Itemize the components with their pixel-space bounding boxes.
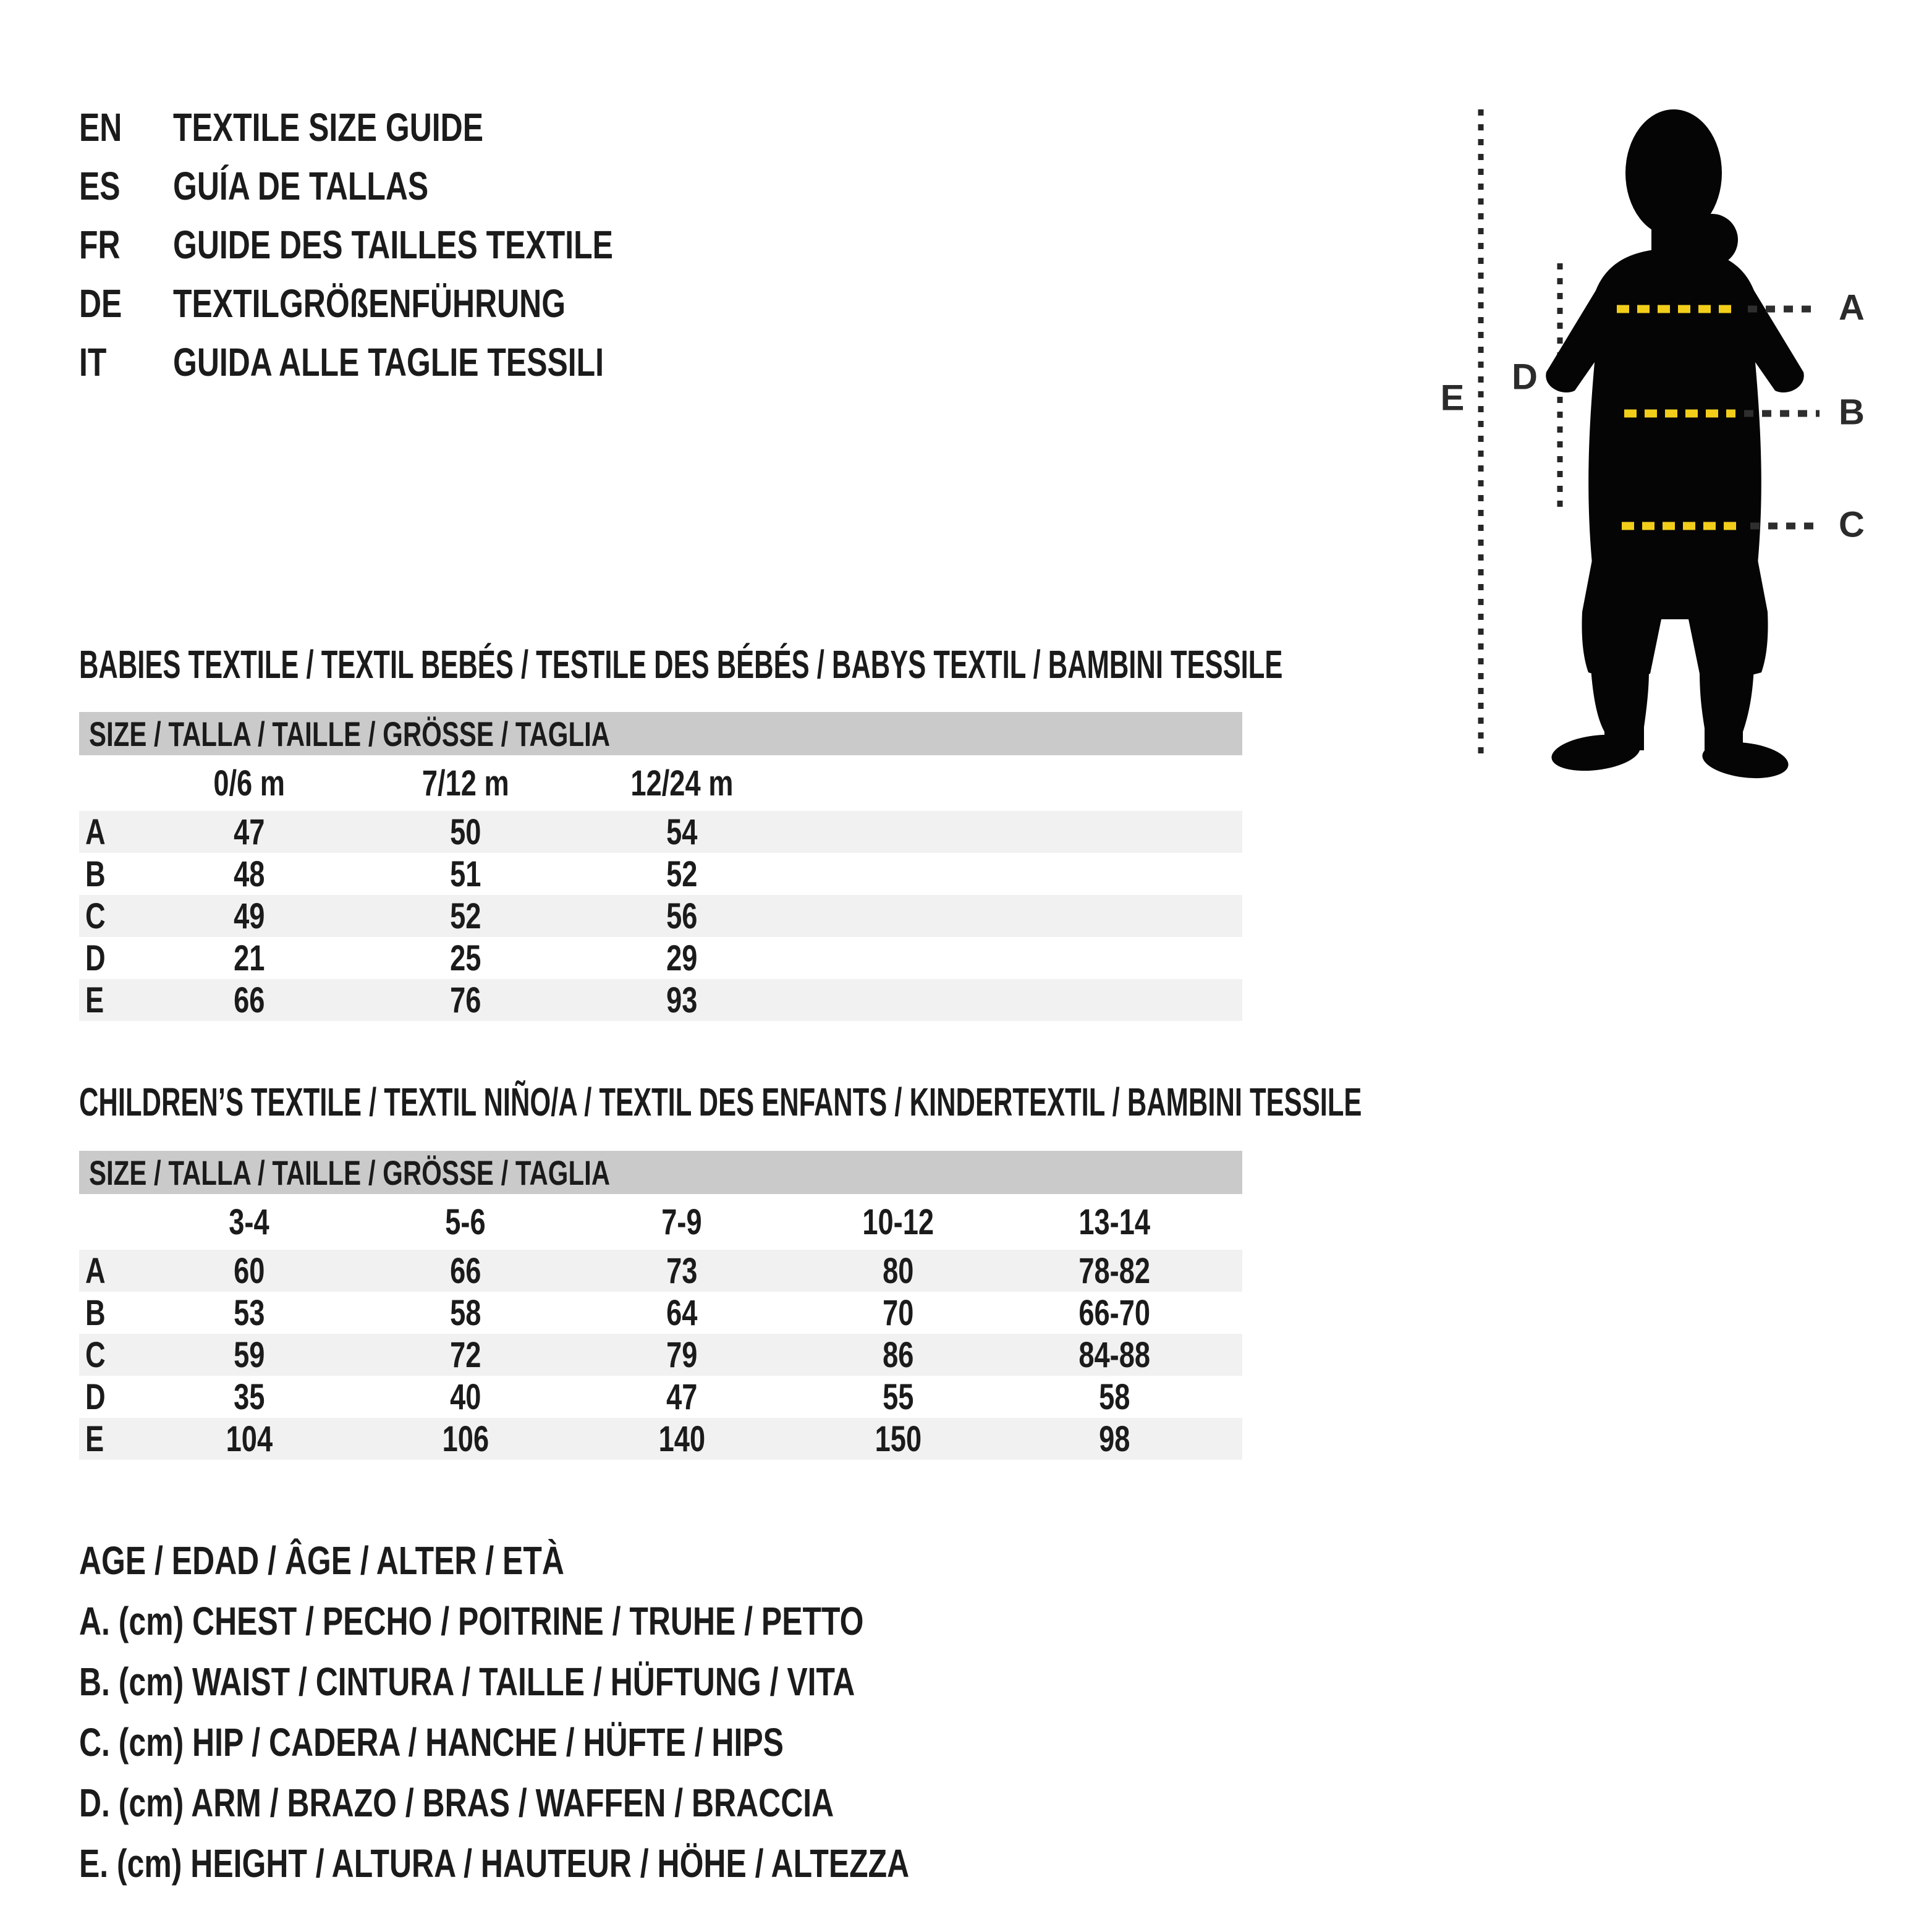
row-label: C	[85, 1334, 106, 1375]
table-header-bar	[79, 712, 1242, 755]
list-item	[79, 98, 737, 156]
table-cell: 58	[1098, 1376, 1130, 1417]
language-code: EN	[79, 104, 122, 150]
guide-title: GUIDA ALLE TAGLIE TESSILI	[173, 339, 604, 384]
guide-title: GUÍA DE TALLAS	[173, 163, 429, 208]
table-cell: 52	[449, 896, 481, 936]
table-cell: 54	[666, 811, 698, 852]
section-title-text: BABIES TEXTILE / TEXTIL BEBÉS / TESTILE DES BÉBÉS / BABYS TEXTIL / BAMBINI TESSILE	[79, 642, 1283, 687]
table-cell: 56	[666, 896, 698, 936]
table-row	[79, 811, 1242, 853]
row-label: C	[85, 896, 106, 936]
list-item	[79, 333, 737, 391]
column-header: 5-6	[445, 1201, 486, 1242]
language-title-list	[79, 98, 737, 391]
children-section-title	[79, 1080, 1932, 1124]
row-label: B	[85, 854, 106, 894]
table-cell: 47	[666, 1376, 698, 1417]
babies-size-table	[79, 712, 1242, 1021]
table-cell: 79	[666, 1334, 698, 1375]
list-item	[79, 215, 737, 274]
column-header: 12/24 m	[630, 763, 733, 803]
table-cell: 104	[226, 1418, 273, 1459]
guide-title: GUIDE DES TAILLES TEXTILE	[173, 222, 613, 267]
section-title-text: CHILDREN’S TEXTILE / TEXTIL NIÑO/A / TEXTIL DES ENFANTS / KINDERTEXTIL / BAMBINI TESSILE	[79, 1080, 1362, 1124]
table-row	[79, 1334, 1242, 1376]
children-size-table	[79, 1151, 1242, 1460]
table-cell: 80	[882, 1250, 914, 1291]
guide-title: TEXTILE SIZE GUIDE	[173, 104, 484, 150]
legend-hip-line: C. (cm) HIP / CADERA / HANCHE / HÜFTE / HIPS	[79, 1720, 784, 1765]
header-bar-label: SIZE / TALLA / TAILLE / GRÖSSE / TAGLIA	[89, 1153, 611, 1192]
column-header: 0/6 m	[213, 763, 285, 803]
table-cell: 29	[666, 938, 698, 978]
legend-height-line: E. (cm) HEIGHT / ALTURA / HAUTEUR / HÖHE / ALTEZZA	[79, 1841, 910, 1886]
table-row	[79, 1376, 1242, 1418]
column-header: 13-14	[1078, 1201, 1150, 1242]
column-header-row	[79, 1194, 1242, 1250]
table-cell: 58	[449, 1292, 481, 1333]
list-item	[79, 156, 737, 215]
row-label: E	[85, 1418, 104, 1459]
table-cell: 73	[666, 1250, 698, 1291]
row-label: A	[85, 811, 106, 852]
table-cell: 66-70	[1078, 1292, 1150, 1333]
table-cell: 140	[658, 1418, 705, 1459]
column-header: 7/12 m	[422, 763, 509, 803]
language-code: ES	[79, 163, 121, 208]
column-header-row	[79, 755, 1242, 811]
row-label: A	[85, 1250, 106, 1291]
table-row	[79, 937, 1242, 979]
arm-measure-label: D	[1512, 357, 1538, 397]
table-cell: 64	[666, 1292, 698, 1333]
list-item	[79, 274, 737, 333]
table-header-bar	[79, 1151, 1242, 1194]
column-header: 3-4	[229, 1201, 269, 1242]
table-cell: 40	[449, 1376, 481, 1417]
table-cell: 86	[882, 1334, 914, 1375]
legend-arm-line: D. (cm) ARM / BRAZO / BRAS / WAFFEN / BRACCIA	[79, 1781, 834, 1825]
table-cell: 55	[882, 1376, 914, 1417]
table-cell: 50	[449, 811, 481, 852]
table-cell: 49	[233, 896, 265, 936]
table-cell: 66	[449, 1250, 481, 1291]
row-label: D	[85, 938, 106, 978]
chest-measure-label: A	[1839, 287, 1865, 328]
table-row	[79, 895, 1242, 937]
legend-waist-line: B. (cm) WAIST / CINTURA / TAILLE / HÜFTUNG / VITA	[79, 1659, 855, 1704]
table-cell: 66	[233, 980, 265, 1020]
table-cell: 25	[449, 938, 481, 978]
hip-measure-label: C	[1839, 504, 1865, 545]
language-code: FR	[79, 222, 121, 267]
babies-section-title	[79, 643, 1849, 686]
row-label: D	[85, 1376, 106, 1417]
table-cell: 78-82	[1078, 1250, 1150, 1291]
table-row	[79, 853, 1242, 895]
table-cell: 48	[233, 854, 265, 894]
table-row	[79, 1250, 1242, 1292]
language-code: IT	[79, 339, 107, 384]
table-cell: 35	[233, 1376, 265, 1417]
table-row	[79, 1292, 1242, 1334]
row-label: B	[85, 1292, 106, 1333]
column-header: 10-12	[862, 1201, 934, 1242]
waist-measure-label: B	[1839, 392, 1865, 433]
row-label: E	[85, 980, 104, 1020]
language-code: DE	[79, 281, 122, 326]
table-cell: 76	[449, 980, 481, 1020]
table-cell: 53	[233, 1292, 265, 1333]
table-cell: 60	[233, 1250, 265, 1291]
table-cell: 84-88	[1078, 1334, 1150, 1375]
table-cell: 150	[875, 1418, 922, 1459]
table-cell: 98	[1098, 1418, 1130, 1459]
measurement-figure	[1409, 87, 1904, 803]
legend-age-line: AGE / EDAD / ÂGE / ALTER / ETÀ	[79, 1538, 564, 1583]
header-bar-label: SIZE / TALLA / TAILLE / GRÖSSE / TAGLIA	[89, 714, 611, 753]
height-measure-label: E	[1440, 378, 1465, 418]
table-cell: 72	[449, 1334, 481, 1375]
table-cell: 21	[233, 938, 265, 978]
table-cell: 106	[442, 1418, 489, 1459]
column-header: 7-9	[661, 1201, 702, 1242]
table-cell: 93	[666, 980, 698, 1020]
table-row	[79, 1418, 1242, 1460]
table-cell: 59	[233, 1334, 265, 1375]
table-cell: 51	[449, 854, 481, 894]
table-cell: 70	[882, 1292, 914, 1333]
legend-chest-line: A. (cm) CHEST / PECHO / POITRINE / TRUHE / PETTO	[79, 1599, 864, 1643]
measurement-legend	[79, 1530, 1143, 1894]
table-cell: 47	[233, 811, 265, 852]
guide-title: TEXTILGRÖßENFÜHRUNG	[173, 281, 566, 326]
table-row	[79, 979, 1242, 1021]
table-cell: 52	[666, 854, 698, 894]
